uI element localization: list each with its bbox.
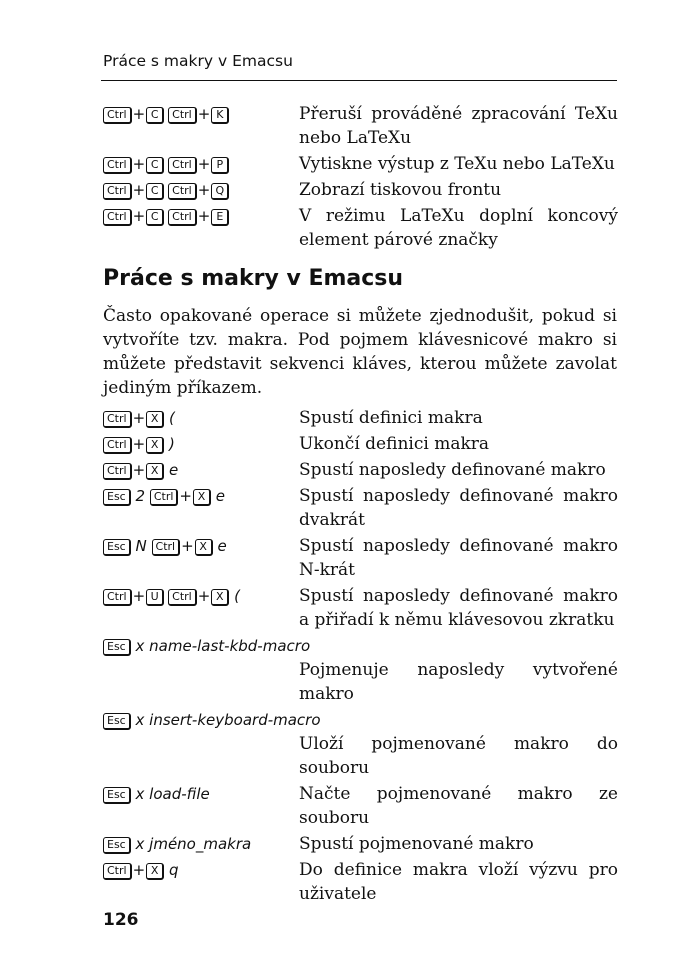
- key-combo: [103, 534, 299, 558]
- u-key: U: [146, 589, 164, 606]
- shortcut-description: Spustí pojmenované makro: [299, 834, 534, 854]
- ctrl-key: Ctrl: [103, 183, 132, 200]
- ctrl-key: Ctrl: [168, 589, 197, 606]
- plus-sign: +: [132, 861, 146, 879]
- key-suffix: ): [168, 435, 175, 453]
- shortcut-description: Ukončí definici makra: [299, 434, 490, 454]
- page-number: 126: [103, 910, 139, 930]
- key-suffix: (: [168, 409, 175, 427]
- key-combo: [103, 708, 618, 732]
- key-argument: 2: [135, 487, 146, 505]
- plus-sign: +: [132, 207, 146, 225]
- ctrl-key: Ctrl: [103, 437, 132, 454]
- plus-sign: +: [132, 587, 146, 605]
- esc-key: Esc: [103, 713, 131, 730]
- command-name: x jméno_makra: [135, 835, 252, 853]
- key-combo: [103, 102, 299, 126]
- x-key: X: [146, 863, 164, 880]
- ctrl-key: Ctrl: [150, 489, 179, 506]
- shortcut-row: [103, 406, 618, 430]
- x-key: X: [146, 437, 164, 454]
- shortcut-description: Spustí naposledy definované makro dvakrát: [299, 486, 618, 530]
- key-combo: [103, 832, 299, 856]
- c-key: C: [146, 107, 164, 124]
- key-combo: [103, 458, 299, 482]
- q-key: Q: [211, 183, 229, 200]
- command-name: x load-file: [135, 785, 210, 803]
- shortcut-description: Uloží pojmenované makro do souboru: [299, 734, 618, 778]
- key-combo: [103, 484, 299, 508]
- key-combo: [103, 634, 618, 658]
- shortcut-description: Zobrazí tiskovou frontu: [299, 180, 502, 200]
- shortcut-row: [103, 534, 618, 582]
- c-key: C: [146, 157, 164, 174]
- key-suffix: q: [168, 861, 179, 879]
- key-combo: [103, 178, 299, 202]
- shortcut-row: [103, 708, 618, 780]
- ctrl-key: Ctrl: [152, 539, 181, 556]
- key-combo: [103, 406, 299, 430]
- plus-sign: +: [132, 409, 146, 427]
- ctrl-key: Ctrl: [103, 863, 132, 880]
- shortcut-description: Spustí naposledy definované makro a přiřadí k němu klávesovou zkratku: [299, 586, 618, 630]
- shortcut-description: Pojmenuje naposledy vytvořené makro: [299, 660, 618, 704]
- plus-sign: +: [132, 105, 146, 123]
- shortcut-row: [103, 458, 618, 482]
- esc-key: Esc: [103, 539, 131, 556]
- ctrl-key: Ctrl: [103, 589, 132, 606]
- x-key: X: [211, 589, 229, 606]
- x-key: X: [146, 463, 164, 480]
- x-key: X: [193, 489, 211, 506]
- esc-key: Esc: [103, 639, 131, 656]
- ctrl-key: Ctrl: [168, 157, 197, 174]
- shortcut-row: [103, 634, 618, 706]
- ctrl-key: Ctrl: [168, 209, 197, 226]
- shortcut-description: Načte pojmenované makro ze souboru: [299, 784, 618, 828]
- x-key: X: [146, 411, 164, 428]
- shortcut-row: [103, 858, 618, 906]
- plus-sign: +: [197, 207, 211, 225]
- shortcut-row: [103, 484, 618, 532]
- e-key: E: [211, 209, 229, 226]
- shortcut-description: Spustí naposledy definované makro N-krát: [299, 536, 618, 580]
- section-title: Práce s makry v Emacsu: [103, 266, 404, 291]
- esc-key: Esc: [103, 787, 131, 804]
- p-key: P: [211, 157, 229, 174]
- c-key: C: [146, 183, 164, 200]
- ctrl-key: Ctrl: [168, 183, 197, 200]
- tex-shortcut-table: [103, 102, 618, 254]
- macro-shortcut-table: [103, 406, 618, 908]
- key-suffix: e: [168, 461, 179, 479]
- plus-sign: +: [181, 537, 194, 555]
- shortcut-row: [103, 584, 618, 632]
- esc-key: Esc: [103, 489, 131, 506]
- key-combo: [103, 584, 299, 608]
- plus-sign: +: [179, 487, 192, 505]
- shortcut-row: [103, 178, 618, 202]
- key-combo: [103, 782, 299, 806]
- shortcut-description: V režimu LaTeXu doplní koncový element párové značky: [299, 206, 618, 250]
- command-name: x insert-keyboard-macro: [135, 711, 321, 729]
- esc-key: Esc: [103, 837, 131, 854]
- ctrl-key: Ctrl: [103, 157, 132, 174]
- shortcut-row: [103, 782, 618, 830]
- c-key: C: [146, 209, 164, 226]
- plus-sign: +: [197, 181, 211, 199]
- key-argument: N: [135, 537, 147, 555]
- shortcut-row: [103, 204, 618, 252]
- shortcut-description: Přeruší prováděné zpracování TeXu nebo LaTeXu: [299, 104, 618, 148]
- ctrl-key: Ctrl: [103, 411, 132, 428]
- ctrl-key: Ctrl: [168, 107, 197, 124]
- ctrl-key: Ctrl: [103, 107, 132, 124]
- ctrl-key: Ctrl: [103, 463, 132, 480]
- shortcut-description: Vytiskne výstup z TeXu nebo LaTeXu: [299, 154, 615, 174]
- ctrl-key: Ctrl: [103, 209, 132, 226]
- command-name: x name-last-kbd-macro: [135, 637, 311, 655]
- key-combo: [103, 152, 299, 176]
- running-head: Práce s makry v Emacsu: [103, 52, 293, 70]
- plus-sign: +: [132, 181, 146, 199]
- plus-sign: +: [197, 155, 211, 173]
- plus-sign: +: [132, 155, 146, 173]
- plus-sign: +: [132, 461, 146, 479]
- shortcut-row: [103, 152, 618, 176]
- shortcut-row: [103, 102, 618, 150]
- key-suffix: e: [217, 537, 227, 555]
- k-key: K: [211, 107, 229, 124]
- key-combo: [103, 858, 299, 882]
- shortcut-description: Spustí definici makra: [299, 408, 483, 428]
- header-rule: [101, 80, 617, 81]
- x-key: X: [195, 539, 213, 556]
- key-combo: [103, 432, 299, 456]
- shortcut-description: Spustí naposledy definované makro: [299, 460, 606, 480]
- shortcut-row: [103, 432, 618, 456]
- shortcut-description: Do definice makra vloží výzvu pro uživatele: [299, 860, 618, 904]
- intro-paragraph: Často opakované operace si můžete zjednodušit, pokud si vytvoříte tzv. makra. Pod pojmem klávesnicové makro si můžete představit sekvenci kláves, kterou můžete zavolat jediným příkazem.: [103, 306, 617, 398]
- key-suffix: (: [234, 587, 240, 605]
- shortcut-row: [103, 832, 618, 856]
- plus-sign: +: [197, 587, 211, 605]
- plus-sign: +: [132, 435, 146, 453]
- key-suffix: e: [215, 487, 226, 505]
- plus-sign: +: [197, 105, 211, 123]
- key-combo: [103, 204, 299, 228]
